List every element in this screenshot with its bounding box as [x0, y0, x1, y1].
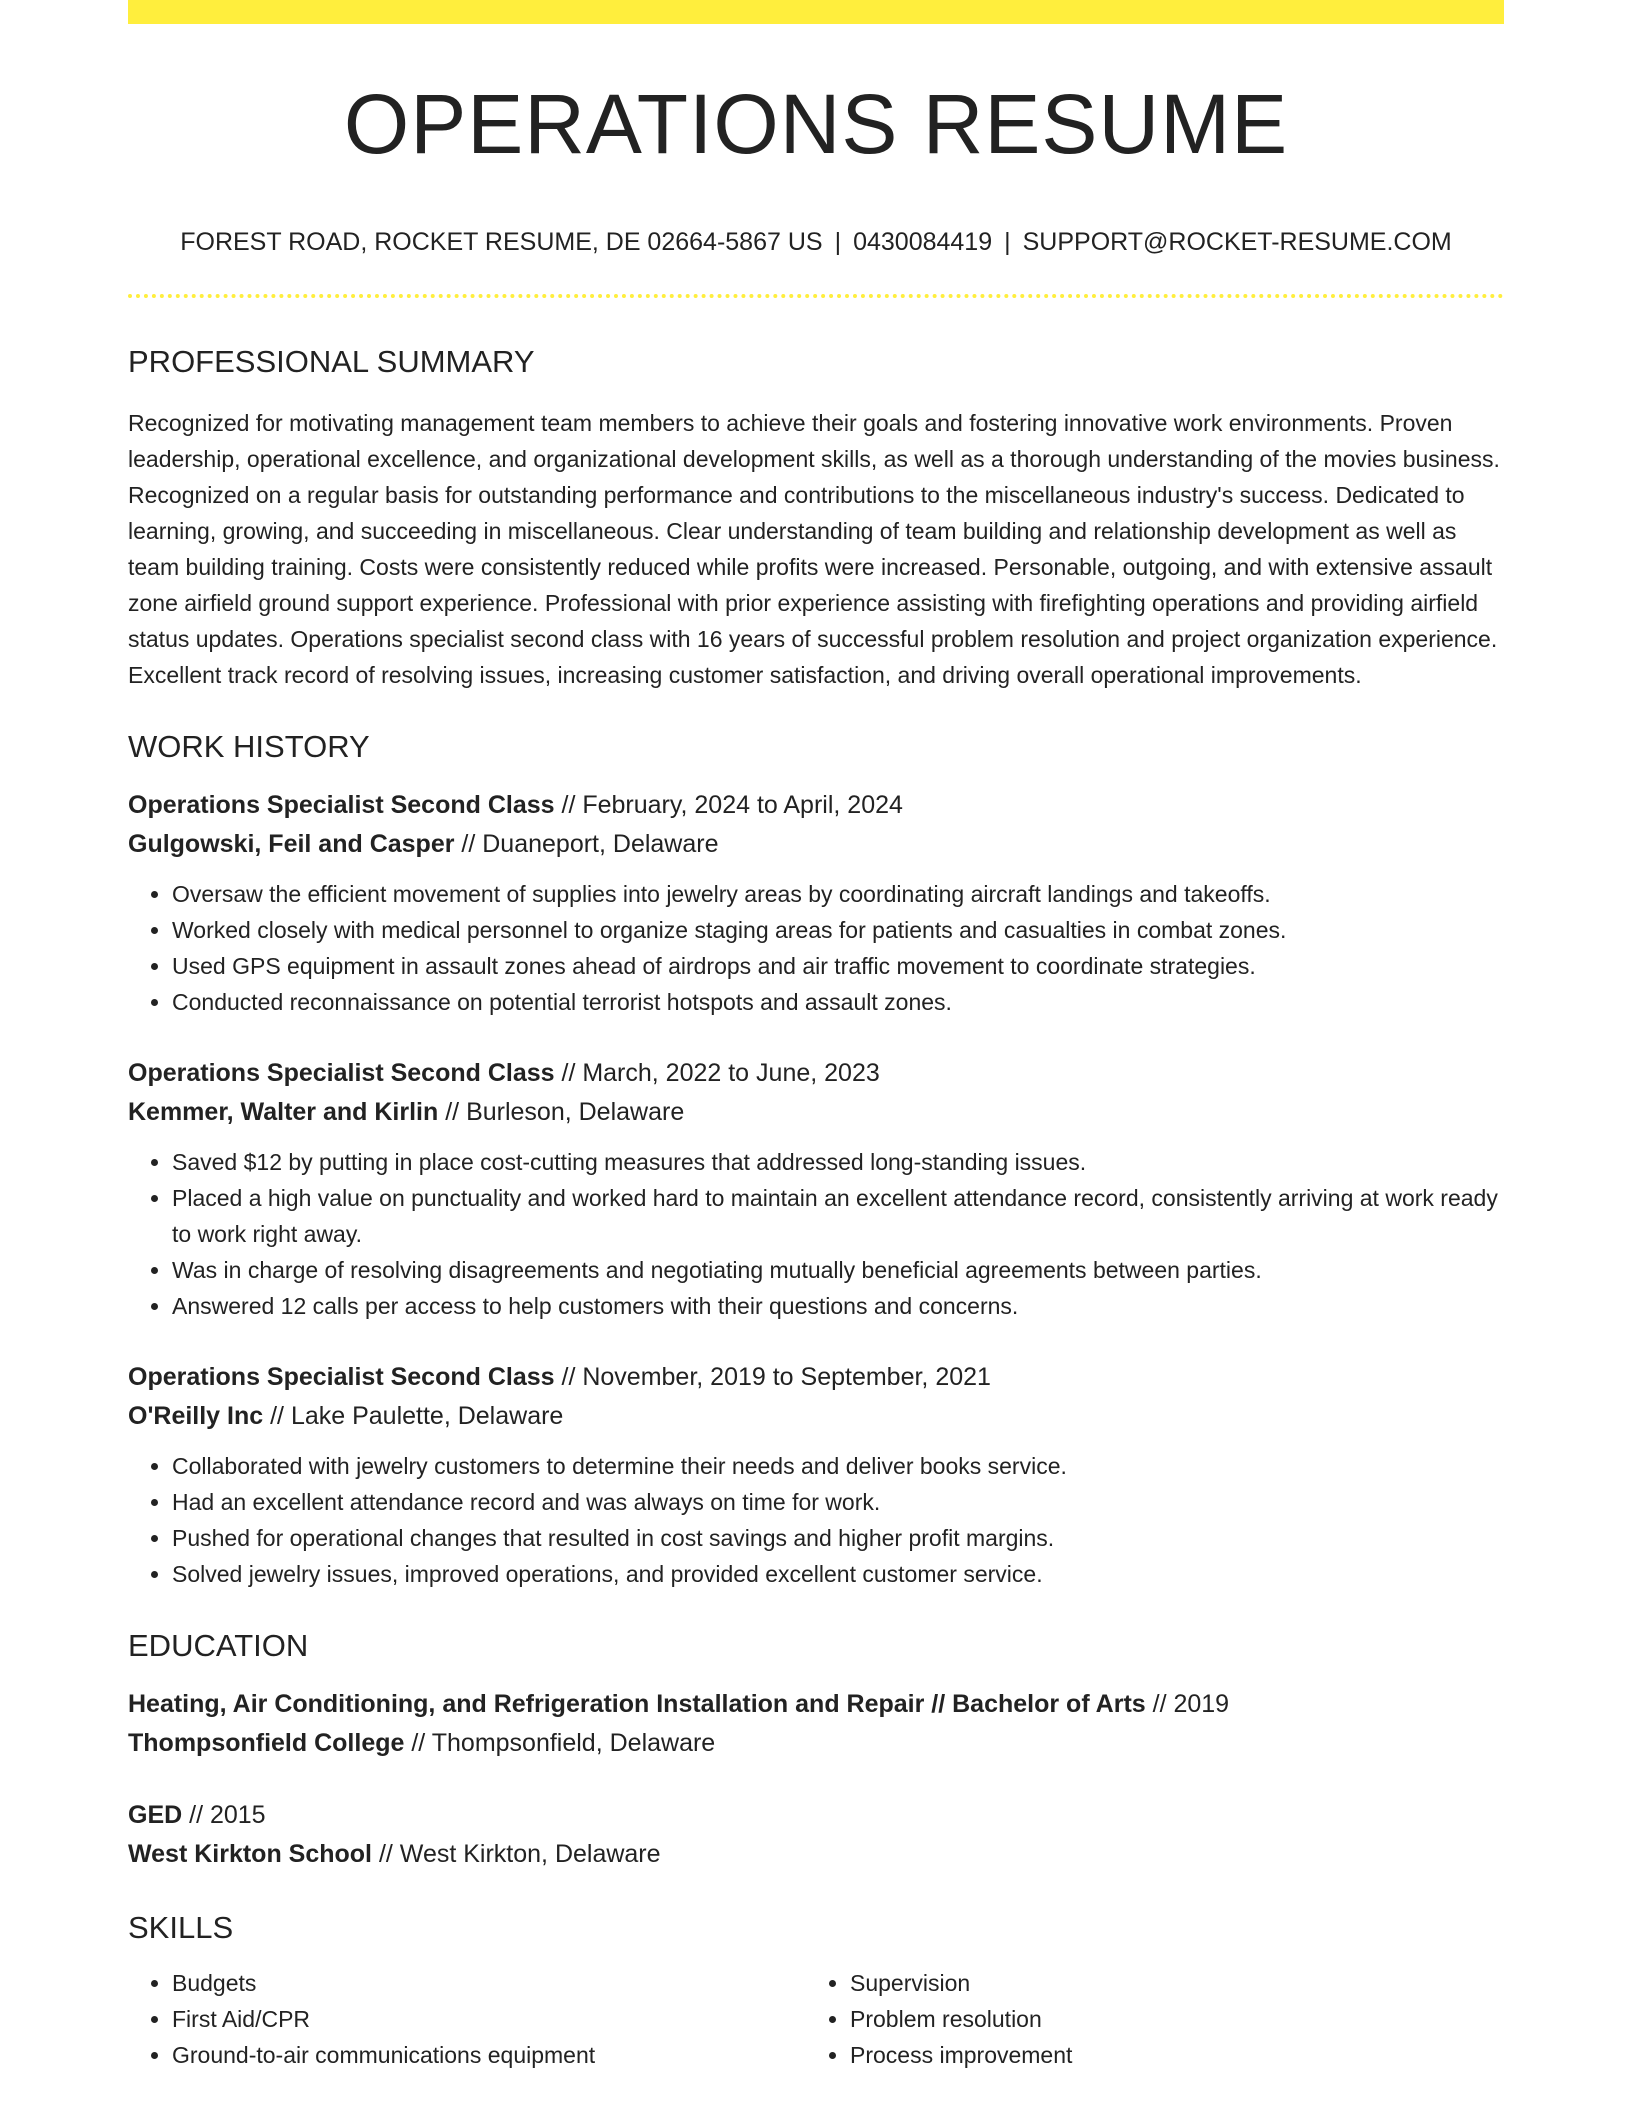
contact-email: SUPPORT@ROCKET-RESUME.COM	[1022, 228, 1452, 256]
job-role-line	[128, 1054, 1504, 1093]
job-dates: // February, 2024 to April, 2024	[554, 791, 903, 819]
education-entry	[128, 1685, 1504, 1763]
skills-heading: SKILLS	[128, 1910, 234, 1945]
job-company: O'Reilly Inc	[128, 1402, 264, 1430]
job-bullet: • Had an excellent attendance record and was always on time for work.	[172, 1484, 1504, 1520]
job-location: // Duaneport, Delaware	[454, 830, 719, 858]
education-degree-line	[128, 1796, 1504, 1835]
job-bullet: • Solved jewelry issues, improved operations, and provided excellent customer service.	[172, 1556, 1504, 1592]
education-school-line	[128, 1835, 1504, 1874]
job-entry	[128, 786, 1504, 1020]
contact-line	[128, 230, 1504, 255]
job-bullet: • Was in charge of resolving disagreements and negotiating mutually beneficial agreements between parties.	[172, 1252, 1504, 1288]
education-school: West Kirkton School	[128, 1840, 373, 1868]
job-bullets	[128, 1448, 1504, 1592]
contact-separator: |	[834, 228, 842, 256]
contact-separator: |	[1004, 228, 1011, 256]
dotted-divider	[128, 294, 1504, 298]
job-company: Gulgowski, Feil and Casper	[128, 830, 455, 858]
job-company-line	[128, 1397, 1504, 1436]
education-heading: EDUCATION	[128, 1628, 309, 1663]
job-role-line	[128, 1358, 1504, 1397]
job-bullets	[128, 1144, 1504, 1324]
job-entry	[128, 1054, 1504, 1324]
job-location: // Lake Paulette, Delaware	[263, 1402, 564, 1430]
job-bullet: • Conducted reconnaissance on potential terrorist hotspots and assault zones.	[172, 984, 1504, 1020]
job-role: Operations Specialist Second Class	[128, 1363, 555, 1391]
job-bullet: • Collaborated with jewelry customers to determine their needs and deliver books service.	[172, 1448, 1504, 1484]
summary-heading: PROFESSIONAL SUMMARY	[128, 344, 535, 379]
job-company-line	[128, 1093, 1504, 1132]
job-location: // Burleson, Delaware	[438, 1098, 685, 1126]
job-bullet: • Pushed for operational changes that resulted in cost savings and higher profit margins.	[172, 1520, 1504, 1556]
skill-item: • Process improvement	[850, 2037, 1484, 2073]
job-dates: // March, 2022 to June, 2023	[554, 1059, 880, 1087]
resume-page	[128, 0, 1504, 2073]
job-entry	[128, 1358, 1504, 1592]
job-bullets	[128, 876, 1504, 1020]
skills-column-left	[128, 1965, 806, 2073]
job-role-line	[128, 786, 1504, 825]
education-location: // West Kirkton, Delaware	[372, 1840, 661, 1868]
skill-item: • Supervision	[850, 1965, 1484, 2001]
education-degree: GED	[128, 1801, 183, 1829]
education-year: // 2015	[182, 1801, 266, 1829]
job-bullet: • Worked closely with medical personnel to organize staging areas for patients and casualties in combat zones.	[172, 912, 1504, 948]
skills-grid	[128, 1965, 1504, 2073]
job-company-line	[128, 825, 1504, 864]
skill-item: • Ground-to-air communications equipment	[172, 2037, 806, 2073]
skill-item: • Problem resolution	[850, 2001, 1484, 2037]
job-dates: // November, 2019 to September, 2021	[554, 1363, 991, 1391]
job-company: Kemmer, Walter and Kirlin	[128, 1098, 439, 1126]
work-history-heading: WORK HISTORY	[128, 729, 370, 764]
job-bullet: • Used GPS equipment in assault zones ahead of airdrops and air traffic movement to coordinate strategies.	[172, 948, 1504, 984]
resume-title: OPERATIONS RESUME	[343, 77, 1289, 171]
job-bullet: • Saved $12 by putting in place cost-cutting measures that addressed long-standing issues.	[172, 1144, 1504, 1180]
education-school-line	[128, 1724, 1504, 1763]
contact-address: FOREST ROAD, ROCKET RESUME, DE 02664-5867 US	[180, 228, 823, 256]
skills-column-right	[806, 1965, 1484, 2073]
contact-phone: 0430084419	[853, 228, 993, 256]
education-year: // 2019	[1145, 1690, 1230, 1718]
job-bullet: • Oversaw the efficient movement of supplies into jewelry areas by coordinating aircraft landings and takeoffs.	[172, 876, 1504, 912]
education-location: // Thompsonfield, Delaware	[404, 1729, 716, 1757]
education-school: Thompsonfield College	[128, 1729, 405, 1757]
education-degree: Heating, Air Conditioning, and Refrigeration Installation and Repair // Bachelor of Arts	[128, 1690, 1146, 1718]
skill-item: • Budgets	[172, 1965, 806, 2001]
job-bullet: • Answered 12 calls per access to help customers with their questions and concerns.	[172, 1288, 1504, 1324]
job-role: Operations Specialist Second Class	[128, 791, 555, 819]
education-degree-line	[128, 1685, 1504, 1724]
education-entry	[128, 1796, 1504, 1874]
top-accent-bar	[128, 0, 1504, 24]
summary-text: Recognized for motivating management team members to achieve their goals and fostering innovative work environments. Proven leadership, operational excellence, and organizational development skills, as well as a thorough understanding of the movies business. Recognized on a regular basis for outstanding performance and contributions to the miscellaneous industry's success. Dedicated to learning, growing, and succeeding in miscellaneous. Clear understanding of team building and relationship development as well as team building training. Costs were consistently reduced while profits were increased. Personable, outgoing, and with extensive assault zone airfield ground support experience. Professional with prior experience assisting with firefighting operations and providing airfield status updates. Operations specialist second class with 16 years of successful problem resolution and project organization experience. Excellent track record of resolving issues, increasing customer satisfaction, and driving overall operational improvements.	[128, 410, 1500, 688]
skill-item: • First Aid/CPR	[172, 2001, 806, 2037]
job-role: Operations Specialist Second Class	[128, 1059, 555, 1087]
job-bullet: • Placed a high value on punctuality and worked hard to maintain an excellent attendance record, consistently arriving at work ready to work right away.	[172, 1180, 1504, 1252]
